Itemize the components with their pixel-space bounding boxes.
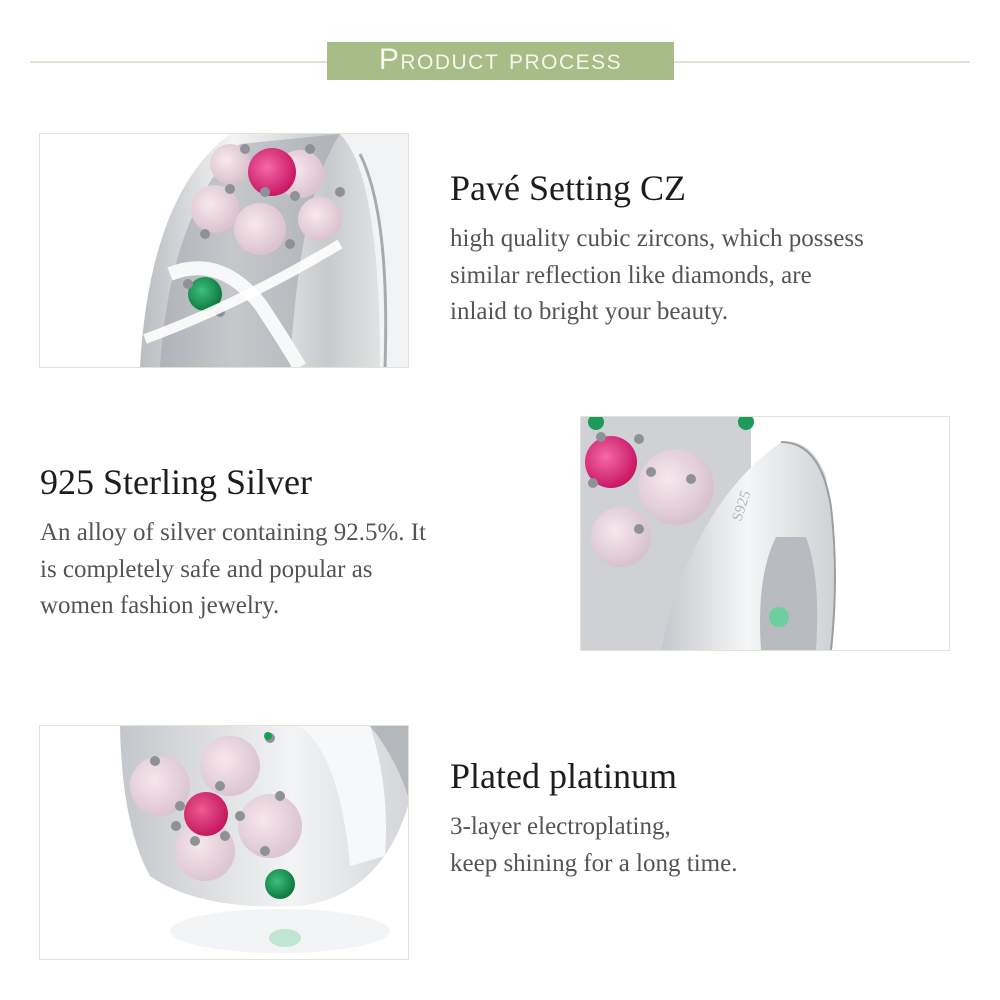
- banner-title: Product process: [378, 43, 623, 76]
- feature-title: 925 Sterling Silver: [40, 462, 312, 502]
- description-line: An alloy of silver containing 92.5%. It: [40, 519, 427, 546]
- feature-pave-setting: [450, 168, 864, 331]
- feature-title: Plated platinum: [450, 756, 677, 796]
- description-line: inlaid to bright your beauty.: [450, 298, 729, 325]
- product-image-plated-platinum: [39, 725, 409, 960]
- feature-description: [450, 809, 737, 882]
- description-line: is completely safe and popular as: [40, 555, 373, 583]
- section-banner: [327, 42, 674, 80]
- description-line: women fashion jewelry.: [40, 592, 280, 619]
- feature-description: [450, 221, 864, 331]
- feature-plated-platinum: [450, 756, 737, 882]
- description-line: high quality cubic zircons, which possess: [450, 225, 864, 252]
- description-line: keep shining for a long time.: [450, 849, 738, 877]
- feature-description: [40, 515, 426, 625]
- s925-engraving: S925: [729, 488, 755, 524]
- product-image-sterling-silver: [580, 416, 950, 651]
- description-line: 3-layer electroplating,: [450, 813, 671, 840]
- description-line: similar reflection like diamonds, are: [450, 261, 812, 289]
- ring-flower-closeup-image: [40, 134, 408, 367]
- product-image-pave-setting: [39, 133, 409, 368]
- ring-s925-stamp-image: [581, 417, 949, 650]
- ring-reflection-image: [40, 726, 408, 959]
- feature-sterling-silver: [40, 462, 426, 625]
- feature-title: Pavé Setting CZ: [450, 168, 686, 208]
